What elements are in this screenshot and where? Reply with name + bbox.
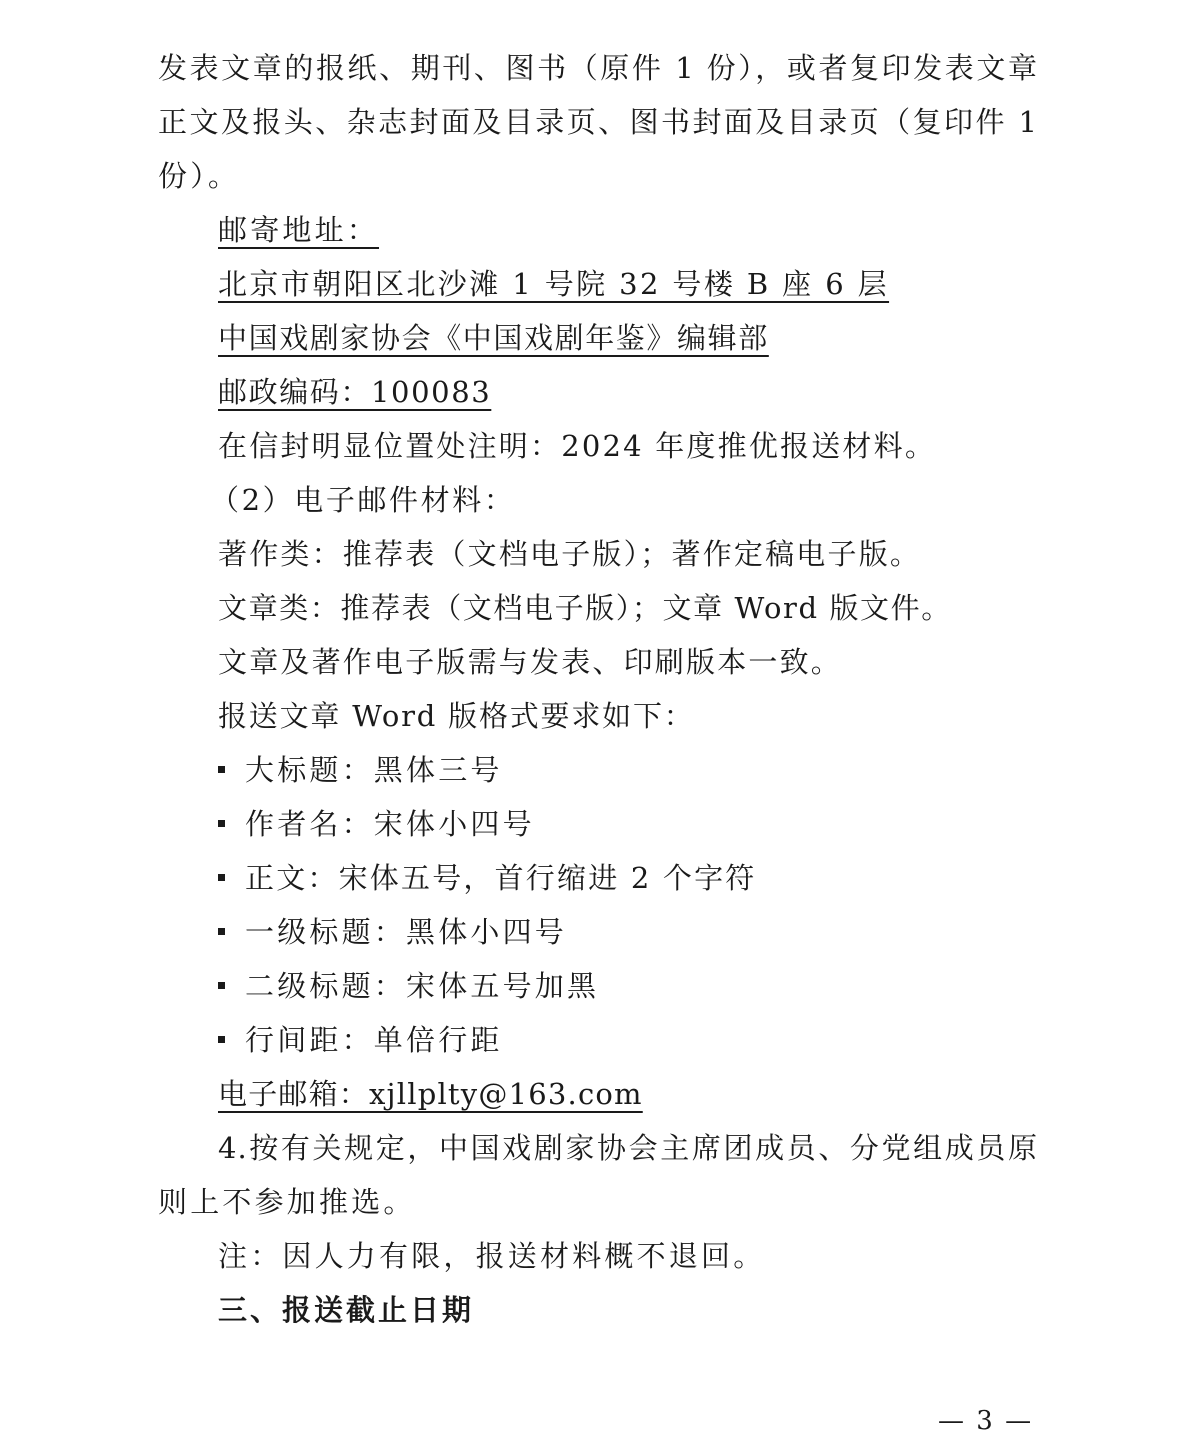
email-address: 电子邮箱：xjllplty@163.com [218,1077,643,1111]
format-item-text: 正文：宋体五号，首行缩进 2 个字符 [245,861,757,895]
envelope-note: 在信封明显位置处注明：2024 年度推优报送材料。 [218,429,937,463]
format-item-text: 二级标题：宋体五号加黑 [245,969,600,1003]
paragraph-line: 正文及报头、杂志封面及目录页、图书封面及目录页（复印件 1 [158,105,1038,139]
consistency-note: 文章及著作电子版需与发表、印刷版本一致。 [218,645,843,679]
bullet-icon [218,766,225,773]
format-item-text: 一级标题：黑体小四号 [245,915,568,949]
articles-materials: 文章类：推荐表（文档电子版）；文章 Word 版文件。 [218,591,952,625]
page-number: — 3 — [938,1406,1034,1436]
mailing-address-label: 邮寄地址： [218,213,380,247]
paragraph-line: 发表文章的报纸、期刊、图书（原件 1 份），或者复印发表文章 [158,51,1038,85]
format-intro: 报送文章 Word 版格式要求如下： [218,699,695,733]
bullet-icon [218,1036,225,1043]
bullet-icon [218,928,225,935]
format-item [218,966,599,1006]
rule-4-line: 则上不参加推选。 [158,1185,416,1219]
format-item-text: 大标题：黑体三号 [245,753,503,787]
format-item [218,912,567,952]
format-item [218,804,535,844]
format-item-text: 行间距：单倍行距 [245,1023,503,1057]
bullet-icon [218,982,225,989]
rule-4-line: 4.按有关规定，中国戏剧家协会主席团成员、分党组成员原 [218,1131,1038,1165]
paragraph-line: 份）。 [158,159,241,193]
bullet-icon [218,820,225,827]
email-materials-heading: （2）电子邮件材料： [210,483,516,517]
books-materials: 著作类：推荐表（文档电子版）；著作定稿电子版。 [218,537,922,571]
format-item [218,858,757,898]
note: 注：因人力有限，报送材料概不退回。 [218,1239,766,1273]
mailing-address: 北京市朝阳区北沙滩 1 号院 32 号楼 B 座 6 层 [218,267,890,301]
postcode: 邮政编码：100083 [218,375,492,409]
mailing-recipient: 中国戏剧家协会《中国戏剧年鉴》编辑部 [218,321,769,355]
format-item-text: 作者名：宋体小四号 [245,807,535,841]
format-item [218,1020,503,1060]
format-item [218,750,503,790]
bullet-icon [218,874,225,881]
section-3-heading: 三、报送截止日期 [218,1293,475,1327]
